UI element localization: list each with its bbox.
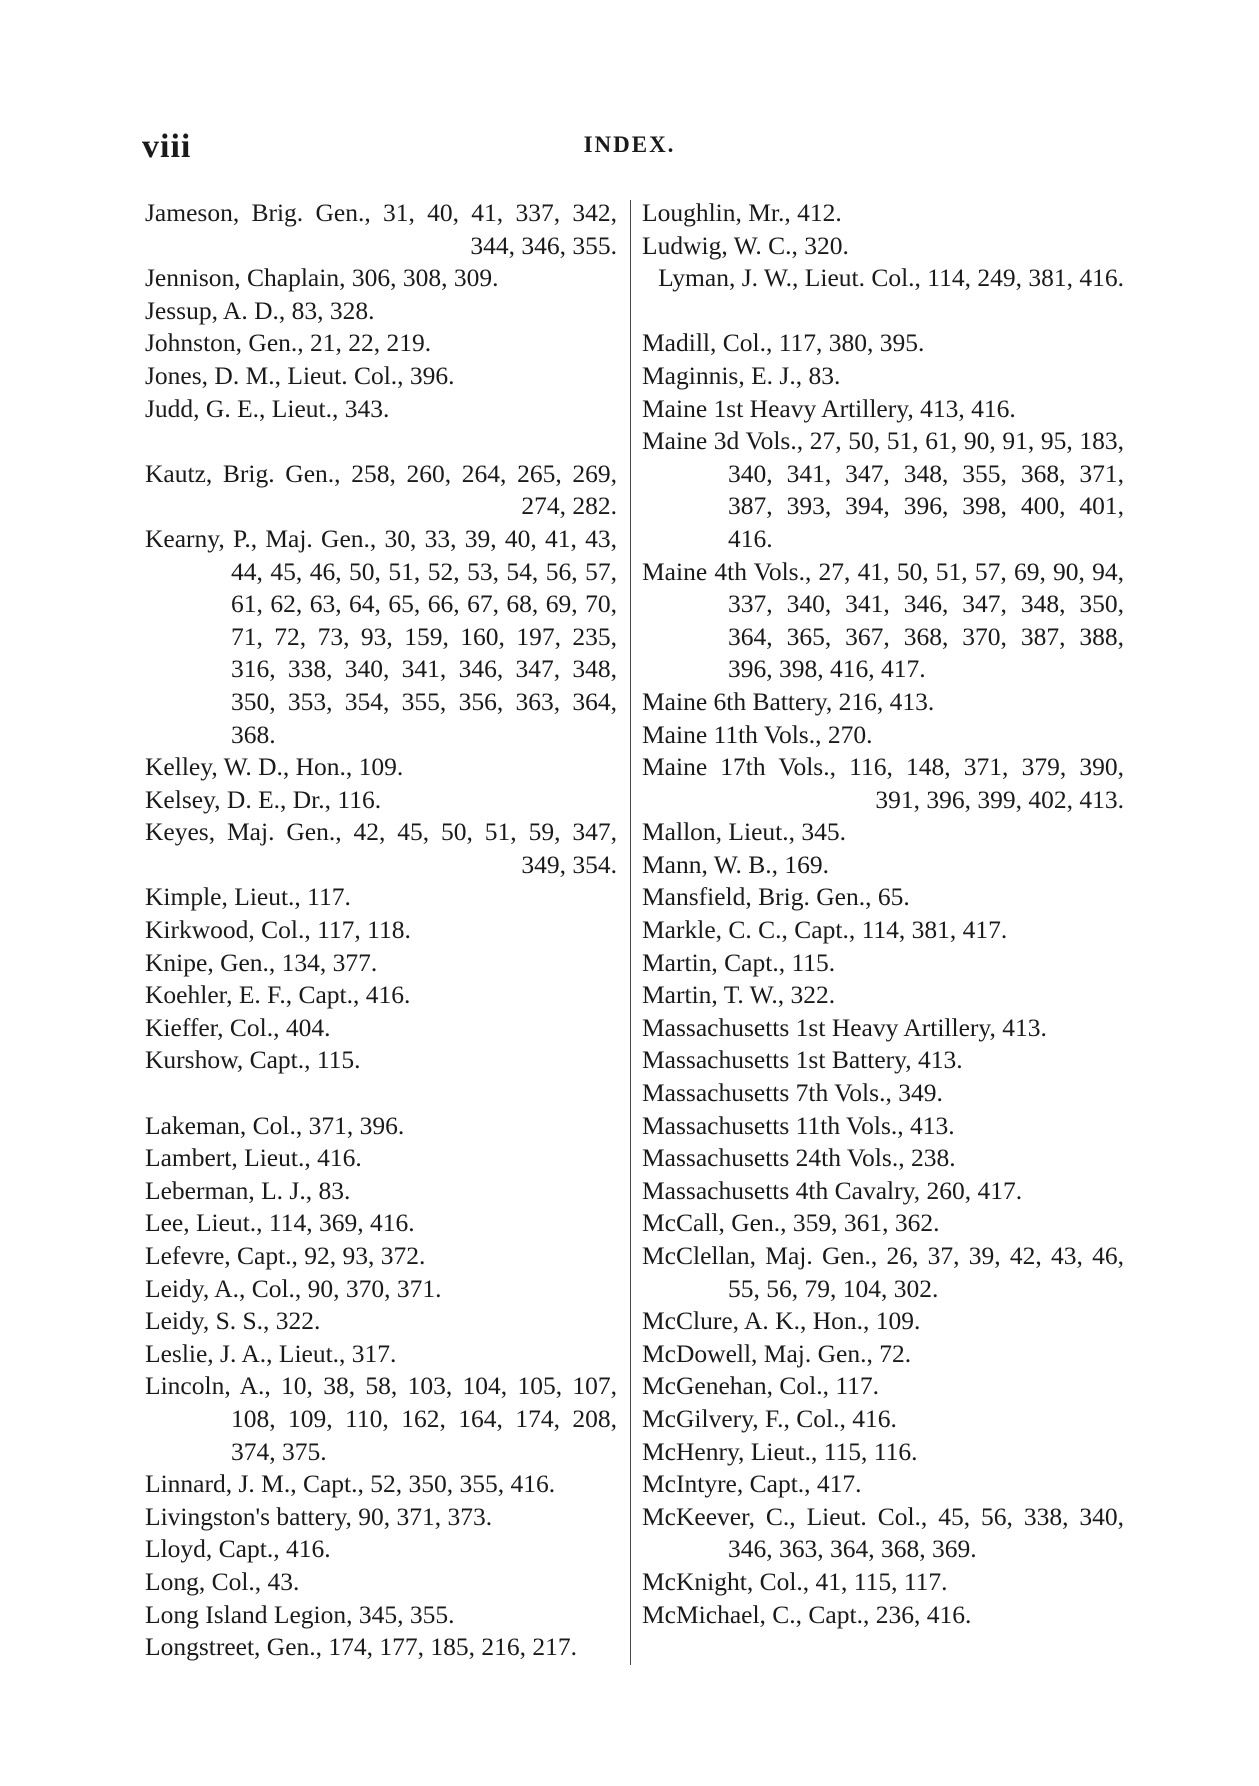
index-entry: Maine 3d Vols., 27, 50, 51, 61, 90, 91, 95, 183, 340, 341, 347, 348, 355, 368, 371, 387, 393, 394, 396, 398, 400, 401, 416. [642, 426, 1124, 553]
index-entry: Judd, G. E., Lieut., 343. [145, 393, 390, 423]
index-entry: Martin, T. W., 322. [642, 980, 836, 1010]
index-entry: Lloyd, Capt., 416. [145, 1534, 331, 1564]
index-entry: Martin, Capt., 115. [642, 947, 836, 977]
index-entry: Maine 1st Heavy Artillery, 413, 416. [642, 393, 1016, 423]
index-entry: Massachusetts 11th Vols., 413. [642, 1110, 955, 1140]
index-entry: Kearny, P., Maj. Gen., 30, 33, 39, 40, 41, 43, 44, 45, 46, 50, 51, 52, 53, 54, 56, 57, 61, 62, 63, 64, 65, 66, 67, 68, 69, 70, 71, 72, 73, 93, 159, 160, 197, 235, 316, 338, 340, 341, 346, 347, 348, 350, 353, 354, 355, 356, 363, 364, 368. [145, 523, 617, 749]
index-entry: Madill, Col., 117, 380, 395. [642, 328, 925, 358]
index-entry: McCall, Gen., 359, 361, 362. [642, 1208, 940, 1238]
index-entry: Jennison, Chaplain, 306, 308, 309. [145, 263, 499, 293]
index-entry: Koehler, E. F., Capt., 416. [145, 980, 411, 1010]
index-entry: Kelsey, D. E., Dr., 116. [145, 784, 382, 814]
index-entry: Lincoln, A., 10, 38, 58, 103, 104, 105, 107, 108, 109, 110, 162, 164, 174, 208, 374, 375. [145, 1371, 617, 1466]
index-entry: Leidy, S. S., 322. [145, 1306, 321, 1336]
index-entry: Massachusetts 4th Cavalry, 260, 417. [642, 1175, 1023, 1205]
index-entry: Long, Col., 43. [145, 1566, 300, 1596]
index-entry: Linnard, J. M., Capt., 52, 350, 355, 416. [145, 1469, 556, 1499]
index-entry: Knipe, Gen., 134, 377. [145, 947, 378, 977]
index-entry: Lee, Lieut., 114, 369, 416. [145, 1208, 415, 1238]
index-entry: Lefevre, Capt., 92, 93, 372. [145, 1241, 426, 1270]
index-entry: Lambert, Lieut., 416. [145, 1143, 362, 1173]
index-entry: Leidy, A., Col., 90, 370, 371. [145, 1273, 442, 1303]
index-entry: Kieffer, Col., 404. [145, 1012, 331, 1042]
index-entry: Mann, W. B., 169. [642, 849, 830, 879]
index-entry: McKnight, Col., 41, 115, 117. [642, 1566, 948, 1596]
index-entry: Lyman, J. W., Lieut. Col., 114, 249, 381, 416. [658, 263, 1124, 293]
index-entry: Mallon, Lieut., 345. [642, 817, 846, 847]
index-entry: McClellan, Maj. Gen., 26, 37, 39, 42, 43, 46, 55, 56, 79, 104, 302. [642, 1241, 1124, 1303]
index-entry: Kimple, Lieut., 117. [145, 882, 351, 912]
index-entry: Massachusetts 1st Battery, 413. [642, 1045, 963, 1075]
index-entry: Jessup, A. D., 83, 328. [145, 295, 375, 325]
index-entry: McHenry, Lieut., 115, 116. [642, 1436, 918, 1466]
index-entry: Kautz, Brig. Gen., 258, 260, 264, 265, 269, 274, 282. [145, 458, 617, 521]
index-entry: McClure, A. K., Hon., 109. [642, 1306, 921, 1336]
index-entry: Long Island Legion, 345, 355. [145, 1599, 455, 1629]
index-entry: Maine 4th Vols., 27, 41, 50, 51, 57, 69, 90, 94, 337, 340, 341, 346, 347, 348, 350, 364, 365, 367, 368, 370, 387, 388, 396, 398, 416, 417. [642, 556, 1124, 684]
index-entry: Markle, C. C., Capt., 114, 381, 417. [642, 915, 1008, 945]
index-entry: Keyes, Maj. Gen., 42, 45, 50, 51, 59, 347, 349, 354. [145, 817, 617, 879]
index-entry: McIntyre, Capt., 417. [642, 1469, 862, 1499]
page-title: INDEX. [583, 132, 676, 157]
index-entry: McMichael, C., Capt., 236, 416. [642, 1599, 972, 1629]
index-entry: Mansfield, Brig. Gen., 65. [642, 882, 910, 912]
column-divider [630, 200, 631, 1665]
index-entry: Longstreet, Gen., 174, 177, 185, 216, 217. [145, 1632, 578, 1662]
letter-section-gap [145, 1077, 617, 1110]
index-entry: Kurshow, Capt., 115. [145, 1045, 361, 1075]
index-entry: Maginnis, E. J., 83. [642, 360, 841, 390]
index-column-right [642, 197, 1124, 1631]
index-entry: McKeever, C., Lieut. Col., 45, 56, 338, 340, 346, 363, 364, 368, 369. [642, 1501, 1124, 1564]
index-entry: Maine 11th Vols., 270. [642, 719, 873, 749]
index-entry: Jones, D. M., Lieut. Col., 396. [145, 360, 455, 390]
index-entry: Johnston, Gen., 21, 22, 219. [145, 328, 432, 358]
letter-section-gap [145, 425, 617, 458]
index-entry: Maine 17th Vols., 116, 148, 371, 379, 390, 391, 396, 399, 402, 413. [642, 752, 1124, 814]
index-entry: Massachusetts 1st Heavy Artillery, 413. [642, 1012, 1047, 1042]
letter-section-gap [642, 295, 1124, 328]
index-entry: Jameson, Brig. Gen., 31, 40, 41, 337, 342, 344, 346, 355. [145, 198, 617, 260]
page-number: viii [142, 128, 192, 165]
index-entry: Livingston's battery, 90, 371, 373. [145, 1501, 493, 1531]
index-entry: Kelley, W. D., Hon., 109. [145, 752, 404, 782]
index-entry: Leslie, J. A., Lieut., 317. [145, 1338, 397, 1368]
index-entry: Massachusetts 24th Vols., 238. [642, 1143, 956, 1173]
index-entry: McGilvery, F., Col., 416. [642, 1403, 897, 1433]
index-entry: Ludwig, W. C., 320. [642, 230, 849, 260]
index-entry: Kirkwood, Col., 117, 118. [145, 915, 411, 945]
index-entry: Loughlin, Mr., 412. [642, 198, 842, 227]
index-entry: Lakeman, Col., 371, 396. [145, 1110, 405, 1140]
index-entry: McDowell, Maj. Gen., 72. [642, 1338, 912, 1368]
index-entry: Leberman, L. J., 83. [145, 1175, 351, 1205]
index-column-left [145, 197, 617, 1664]
index-entry: McGenehan, Col., 117. [642, 1371, 880, 1401]
index-entry: Massachusetts 7th Vols., 349. [642, 1078, 943, 1108]
index-entry: Maine 6th Battery, 216, 413. [642, 686, 935, 716]
